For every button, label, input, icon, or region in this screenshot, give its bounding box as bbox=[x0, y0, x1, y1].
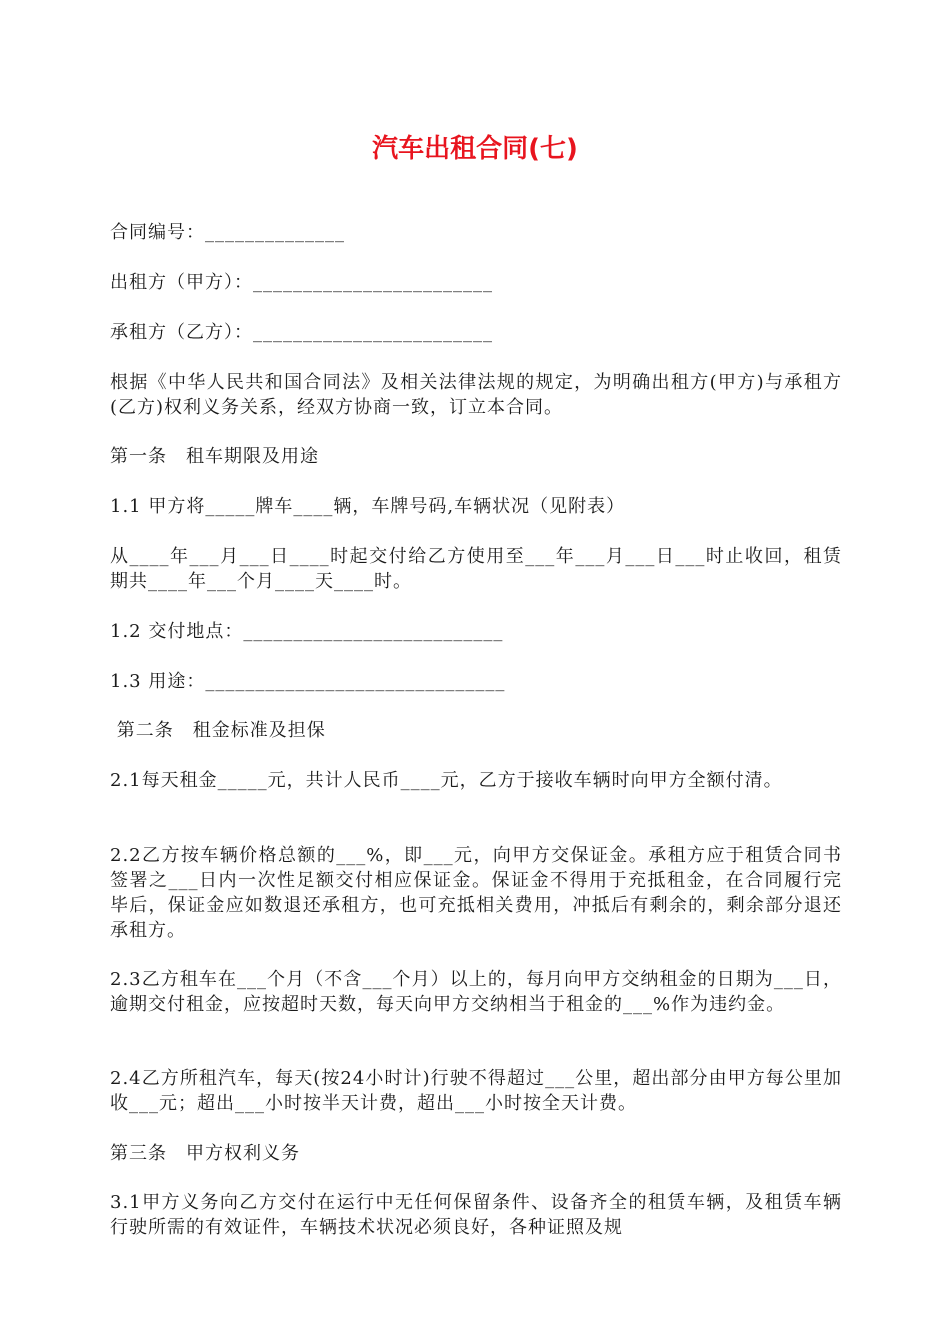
document-title: 汽车出租合同(七) bbox=[372, 134, 578, 164]
contract-number-line: 合同编号：______________ bbox=[110, 222, 345, 243]
clause-3-1: 3.1甲方义务向乙方交付在运行中无任何保留条件、设备齐全的租赁车辆，及租赁车辆行驶所需的有效证件，车辆技术状况必须良好，各种证照及规 bbox=[110, 1192, 842, 1238]
clause-1-3: 1.3 用途：______________________________ bbox=[110, 671, 506, 692]
clause-1-1: 1.1 甲方将_____牌车____辆，车牌号码,车辆状况（见附表） bbox=[110, 496, 626, 517]
article-3-heading: 第三条 甲方权利义务 bbox=[110, 1143, 300, 1164]
article-1-heading: 第一条 租车期限及用途 bbox=[110, 446, 319, 467]
rental-period-paragraph: 从____年___月___日____时起交付给乙方使用至___年___月___日___时止收回，租赁期共____年___个月____天____时。 bbox=[110, 546, 842, 592]
lessee-line: 承租方（乙方）：________________________ bbox=[110, 322, 493, 343]
clause-1-2: 1.2 交付地点：__________________________ bbox=[110, 621, 504, 642]
article-2-heading: 第二条 租金标准及担保 bbox=[110, 720, 326, 741]
clause-2-1: 2.1每天租金_____元，共计人民币____元，乙方于接收车辆时向甲方全额付清。 bbox=[110, 770, 783, 791]
lessor-line: 出租方（甲方）：________________________ bbox=[110, 272, 493, 293]
preamble-paragraph: 根据《中华人民共和国合同法》及相关法律法规的规定，为明确出租方(甲方)与承租方(乙方)权利义务关系，经双方协商一致，订立本合同。 bbox=[110, 372, 842, 418]
clause-2-3: 2.3乙方租车在___个月（不含___个月）以上的，每月向甲方交纳租金的日期为___日，逾期交付租金，应按超时天数，每天向甲方交纳相当于租金的___%作为违约金。 bbox=[110, 969, 842, 1015]
clause-2-4: 2.4乙方所租汽车，每天(按24小时计)行驶不得超过___公里，超出部分由甲方每公里加收___元；超出___小时按半天计费，超出___小时按全天计费。 bbox=[110, 1068, 842, 1114]
clause-2-2: 2.2乙方按车辆价格总额的___%，即___元，向甲方交保证金。承租方应于租赁合同书签署之___日内一次性足额交付相应保证金。保证金不得用于充抵租金，在合同履行完毕后，保证金应如数退还承租方，也可充抵相关费用，冲抵后有剩余的，剩余部分退还承租方。 bbox=[110, 845, 842, 941]
